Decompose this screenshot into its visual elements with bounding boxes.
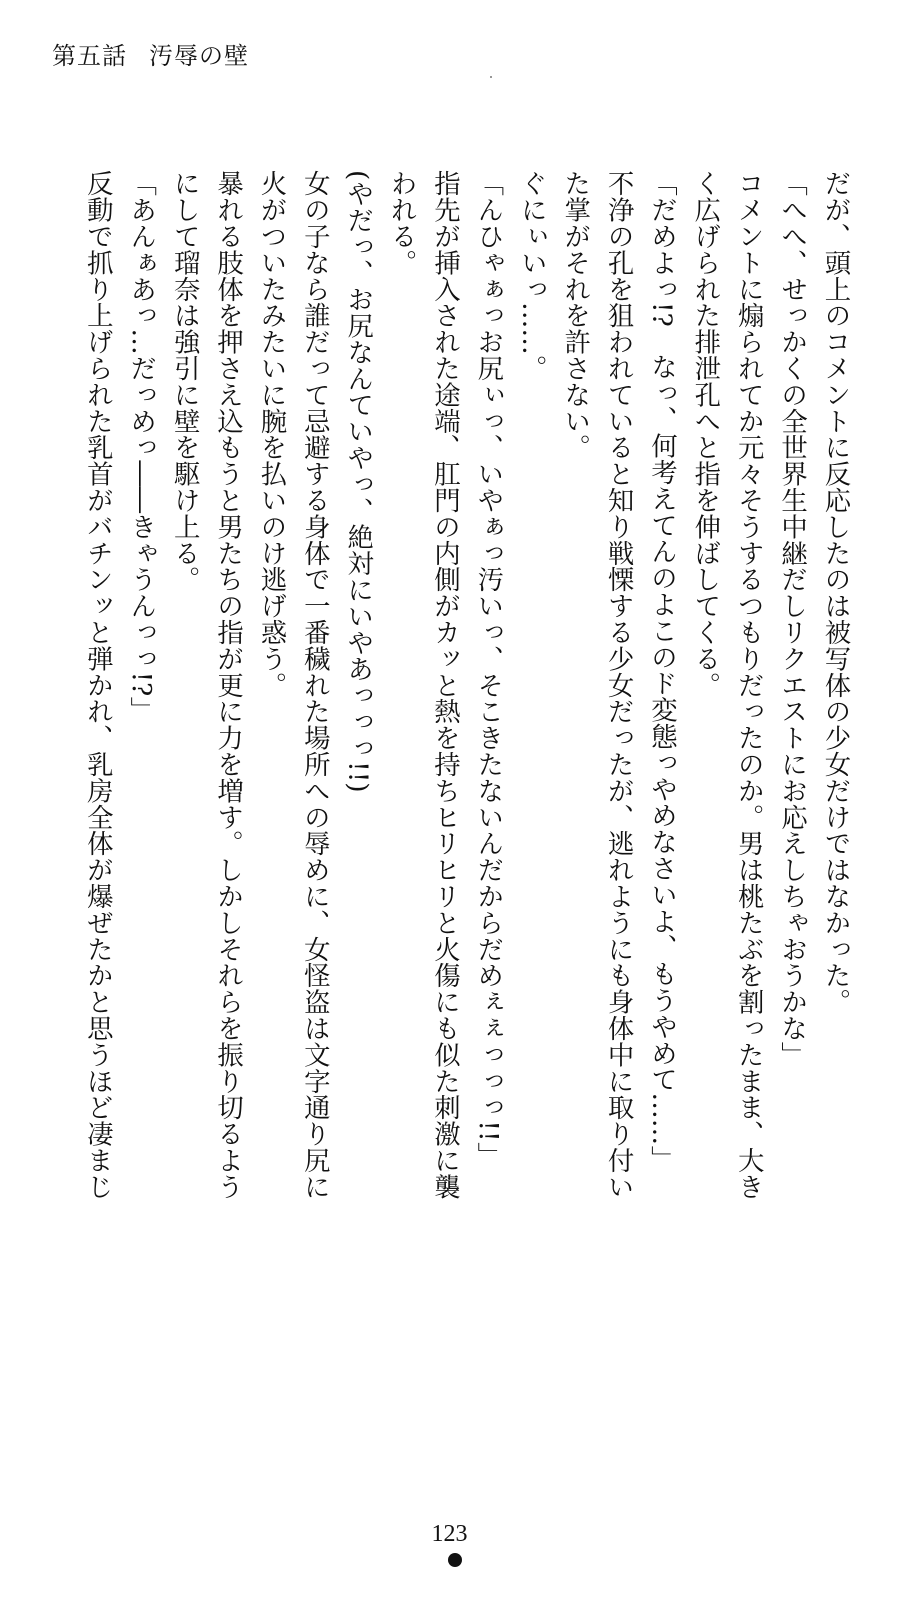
text-line: だが、頭上のコメントに反応したのは被写体の少女だけではなかった。 <box>820 170 851 1015</box>
text-line: 不浄の孔を狙われていると知り戦慄する少女だったが、逃れようにも身体中に取り付い <box>603 170 635 1200</box>
text-line: (やだっ、お尻なんていやっ、絶対にいやあっっっ!!) <box>342 170 374 793</box>
page-marker-dot <box>448 1553 462 1567</box>
text-line: 「あんぁあっ…だっめっ――きゃうんっっ!?」 <box>125 170 157 723</box>
text-line: 指先が挿入された途端、肛門の内側がカッと熱を持ちヒリヒリと火傷にも似た刺激に襲 <box>429 170 461 1200</box>
vertical-text-body <box>34 170 854 1310</box>
page-number: 123 <box>431 1521 468 1547</box>
text-line: われる。 <box>386 170 418 276</box>
text-line: 暴れる肢体を押さえ込もうと男たちの指が更に力を増す。しかしそれらを振り切るよう <box>212 170 244 1200</box>
text-line: ぐにぃいっ……。 <box>516 170 548 382</box>
text-line: にして瑠奈は強引に壁を駆け上る。 <box>169 170 201 593</box>
running-header <box>52 36 249 71</box>
text-line: 女の子なら誰だって忌避する身体で一番穢れた場所への辱めに、女怪盗は文字通り尻に <box>299 170 331 1200</box>
text-line: く広げられた排泄孔へと指を伸ばしてくる。 <box>689 170 721 698</box>
text-line: 「んひゃぁっお尻ぃっ、いやぁっ汚いっ、そこきたないんだからだめぇぇっっっ!!」 <box>472 170 504 1169</box>
text-line: た掌がそれを許さない。 <box>559 170 591 461</box>
text-line: 「へへ、せっかくの全世界生中継だしリクエストにお応えしちゃおうかな」 <box>776 170 808 1068</box>
text-line: 反動で抓り上げられた乳首がバチンッと弾かれ、乳房全体が爆ぜたかと思うほど凄まじ <box>82 170 114 1200</box>
print-speck <box>490 76 492 78</box>
text-line: 「だめよっ!? なっ、何考えてんのよこのド変態っやめなさいよ、もうやめて……」 <box>646 170 678 1172</box>
text-line: 火がついたみたいに腕を払いのけ逃げ惑う。 <box>255 170 287 698</box>
chapter-label: 第五話 <box>52 42 127 70</box>
chapter-title: 汚辱の壁 <box>149 42 249 70</box>
text-line: コメントに煽られてか元々そうするつもりだったのか。男は桃たぶを割ったまま、大き <box>733 170 765 1200</box>
